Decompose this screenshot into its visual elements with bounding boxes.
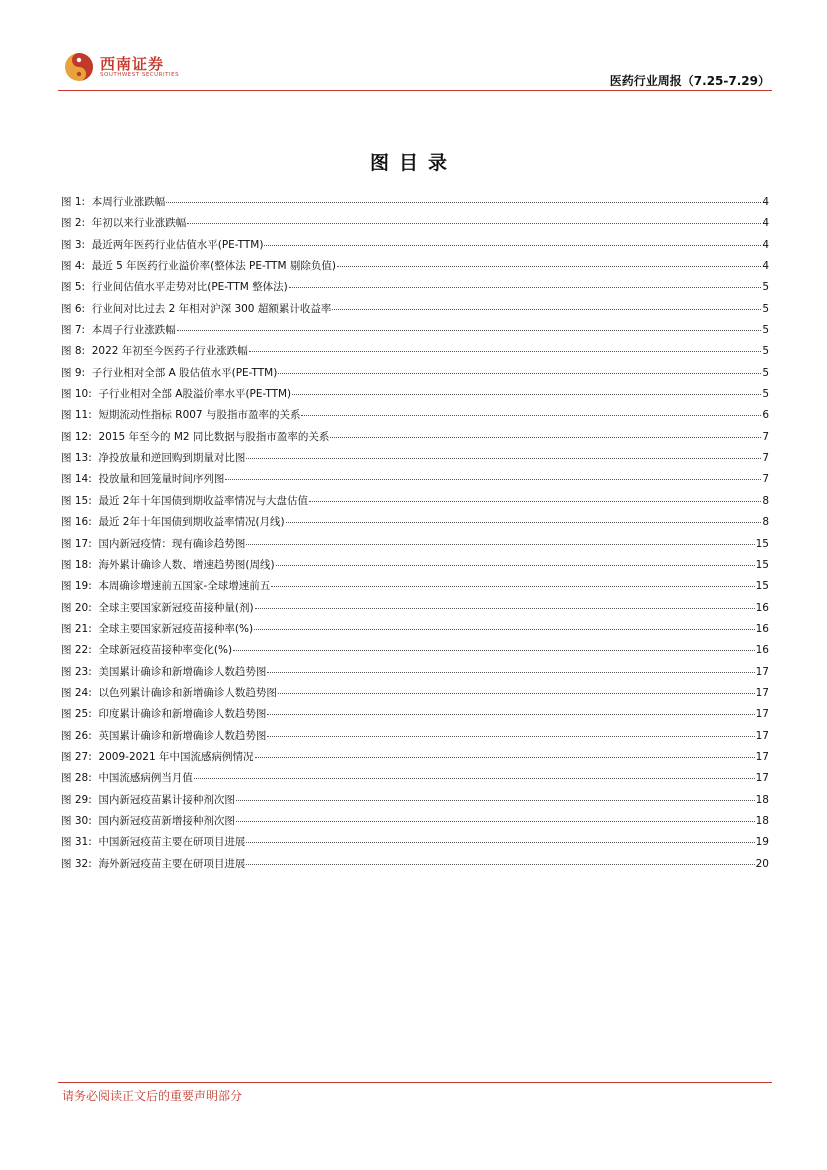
toc-dot-leader [286, 521, 762, 523]
toc-entry-title: 2009-2021 年中国流感病例情况 [98, 750, 254, 763]
toc-entry[interactable] [61, 213, 769, 234]
header-divider [58, 90, 772, 91]
toc-entry-page: 18 [755, 814, 769, 827]
toc-entry-label: 图 32: [61, 857, 92, 870]
toc-entry[interactable] [61, 768, 769, 789]
toc-dot-leader [246, 841, 754, 843]
toc-entry-label: 图 23: [61, 665, 92, 678]
toc-entry-page: 4 [762, 260, 769, 273]
toc-dot-leader [278, 692, 755, 694]
toc-entry-label: 图 1: [61, 196, 86, 208]
toc-entry-page: 5 [762, 324, 769, 337]
toc-dot-leader [332, 308, 761, 310]
toc-entry[interactable] [61, 576, 769, 597]
toc-entry-page: 8 [762, 494, 769, 507]
toc-entry-page: 15 [755, 558, 769, 571]
toc-entry[interactable] [61, 256, 769, 277]
toc-dot-leader [337, 265, 761, 267]
toc-entry-title: 最近两年医药行业估值水平(PE-TTM) [91, 238, 264, 251]
company-name-cn: 西南证券 [100, 55, 165, 73]
toc-entry-page: 6 [762, 409, 769, 422]
toc-dot-leader [236, 820, 755, 822]
toc-entry[interactable] [61, 683, 769, 704]
toc-dot-leader [246, 863, 754, 865]
toc-entry-label: 图 6: [61, 302, 86, 315]
toc-dot-leader [301, 414, 761, 416]
toc-entry-title: 中国流感病例当月值 [98, 772, 193, 785]
toc-entry-label: 图 20: [61, 601, 92, 614]
toc-entry[interactable] [61, 619, 769, 640]
toc-entry-page: 4 [762, 217, 769, 230]
toc-dot-leader [292, 393, 761, 395]
toc-entry-title: 年初以来行业涨跌幅 [91, 217, 187, 230]
toc-dot-leader [166, 201, 761, 203]
toc-entry-title: 全球主要国家新冠疫苗接种量(剂) [98, 601, 254, 614]
toc-dot-leader [309, 500, 761, 502]
toc-entry[interactable] [61, 341, 769, 362]
toc-entry-page: 5 [762, 388, 769, 401]
toc-dot-leader [177, 329, 762, 331]
toc-entry-title: 净投放量和逆回购到期量对比图 [98, 452, 246, 465]
toc-entry[interactable] [61, 384, 769, 405]
toc-entry-label: 图 29: [61, 793, 92, 806]
toc-entry-label: 图 21: [61, 622, 92, 635]
page-title: 图目录 [369, 152, 457, 174]
company-logo-icon [64, 52, 94, 82]
toc-entry[interactable] [61, 405, 769, 426]
toc-entry-page: 19 [755, 836, 769, 849]
toc-dot-leader [254, 628, 755, 630]
toc-entry-page: 17 [755, 750, 769, 763]
toc-entry[interactable] [61, 598, 769, 619]
page-header [58, 48, 772, 92]
toc-entry-page: 15 [755, 580, 769, 593]
toc-entry-label: 图 2: [61, 217, 86, 230]
toc-entry-page: 4 [762, 238, 769, 251]
toc-entry-title: 国内新冠疫情：现有确诊趋势图 [98, 537, 246, 550]
toc-entry[interactable] [61, 512, 769, 533]
toc-entry-page: 5 [762, 302, 769, 315]
toc-dot-leader [249, 350, 762, 352]
toc-entry-title: 最近 2年十年国债到期收益率情况与大盘估值 [98, 494, 308, 507]
toc-entry[interactable] [61, 747, 769, 768]
toc-entry[interactable] [61, 427, 769, 448]
toc-entry[interactable] [61, 363, 769, 384]
toc-entry-label: 图 27: [61, 750, 92, 763]
toc-entry-title: 最近 2年十年国债到期收益率情况(月线) [98, 516, 285, 529]
toc-entry[interactable] [61, 640, 769, 661]
toc-entry-page: 17 [755, 665, 769, 678]
toc-entry-page: 7 [762, 430, 769, 443]
toc-entry-title: 全球新冠疫苗接种率变化(%) [98, 644, 233, 657]
toc-entry[interactable] [61, 811, 769, 832]
toc-entry-title: 子行业相对全部 A股溢价率水平(PE-TTM) [98, 388, 292, 401]
toc-entry-page: 17 [755, 686, 769, 699]
company-name-en: SOUTHWEST SECURITIES [100, 72, 180, 78]
toc-entry-title: 本周行业涨跌幅 [91, 196, 166, 208]
toc-entry-page: 8 [762, 516, 769, 529]
toc-entry[interactable] [61, 448, 769, 469]
toc-entry-label: 图 19: [61, 580, 92, 593]
toc-entry-title: 行业间估值水平走势对比(PE-TTM 整体法) [91, 281, 288, 294]
toc-dot-leader [278, 372, 761, 374]
toc-entry[interactable] [61, 726, 769, 747]
toc-entry-title: 国内新冠疫苗新增接种剂次图 [98, 814, 235, 827]
toc-entry[interactable] [61, 662, 769, 683]
toc-dot-leader [187, 222, 761, 224]
toc-entry-page: 17 [755, 772, 769, 785]
toc-entry-label: 图 15: [61, 494, 92, 507]
toc-entry-label: 图 3: [61, 238, 86, 251]
toc-entry-title: 国内新冠疫苗累计接种剂次图 [98, 793, 235, 806]
toc-dot-leader [267, 671, 754, 673]
toc-entry[interactable] [61, 854, 769, 875]
toc-entry-title: 中国新冠疫苗主要在研项目进展 [98, 836, 246, 849]
toc-entry-page: 5 [762, 345, 769, 358]
toc-dot-leader [330, 436, 761, 438]
toc-dot-leader [289, 286, 762, 288]
toc-entry-label: 图 12: [61, 430, 92, 443]
toc-dot-leader [225, 478, 761, 480]
toc-entry[interactable] [61, 704, 769, 725]
toc-entry-page: 4 [762, 196, 769, 208]
toc-entry-page: 16 [755, 622, 769, 635]
toc-dot-leader [267, 735, 754, 737]
toc-entry[interactable] [61, 491, 769, 512]
toc-entry-page: 17 [755, 708, 769, 721]
toc-entry-page: 17 [755, 729, 769, 742]
toc-entry-page: 16 [755, 644, 769, 657]
toc-dot-leader [264, 244, 761, 246]
toc-entry-label: 图 4: [61, 260, 86, 273]
toc-dot-leader [255, 607, 755, 609]
footer-disclaimer: 请务必阅读正文后的重要声明部分 [62, 1089, 243, 1103]
toc-entry[interactable] [61, 832, 769, 853]
footer-divider [58, 1082, 772, 1083]
toc-dot-leader [267, 713, 754, 715]
toc-entry-page: 5 [762, 366, 769, 379]
toc-entry[interactable] [61, 320, 769, 341]
toc-entry-label: 图 14: [61, 473, 92, 486]
toc-entry-label: 图 18: [61, 558, 92, 571]
toc-entry-page: 20 [755, 857, 769, 870]
toc-entry-title: 2022 年初至今医药子行业涨跌幅 [91, 345, 248, 358]
toc-entry-label: 图 11: [61, 409, 92, 422]
toc-entry[interactable] [61, 277, 769, 298]
report-title: 医药行业周报（7.25-7.29） [609, 74, 770, 88]
toc-dot-leader [236, 799, 755, 801]
toc-entry[interactable] [61, 192, 769, 213]
toc-dot-leader [194, 777, 755, 779]
toc-entry-label: 图 26: [61, 729, 92, 742]
toc-entry-title: 海外累计确诊人数、增速趋势图(周线) [98, 558, 275, 571]
toc-entry-page: 7 [762, 473, 769, 486]
toc-entry-label: 图 9: [61, 366, 86, 379]
toc-dot-leader [233, 649, 755, 651]
toc-entry[interactable] [61, 555, 769, 576]
toc-entry[interactable] [61, 235, 769, 256]
toc-entry[interactable] [61, 790, 769, 811]
toc-entry-title: 以色列累计确诊和新增确诊人数趋势图 [98, 686, 277, 699]
toc-dot-leader [271, 585, 754, 587]
toc-entry-title: 投放量和回笼量时间序列图 [98, 473, 225, 486]
toc-entry-title: 子行业相对全部 A 股估值水平(PE-TTM) [91, 366, 278, 379]
toc-entry-title: 海外新冠疫苗主要在研项目进展 [98, 857, 246, 870]
toc-entry-page: 5 [762, 281, 769, 294]
toc-entry[interactable] [61, 469, 769, 490]
toc-entry[interactable] [61, 299, 769, 320]
toc-entry-page: 18 [755, 793, 769, 806]
toc-entry-title: 最近 5 年医药行业溢价率(整体法 PE-TTM 剔除负值) [91, 260, 336, 273]
toc-dot-leader [246, 543, 754, 545]
toc-entry-title: 印度累计确诊和新增确诊人数趋势图 [98, 708, 267, 721]
toc-entry-label: 图 25: [61, 708, 92, 721]
toc-entry-label: 图 5: [61, 281, 86, 294]
toc-entry-title: 短期流动性指标 R007 与股指市盈率的关系 [98, 409, 301, 422]
toc-entry-page: 7 [762, 452, 769, 465]
toc-entry-title: 美国累计确诊和新增确诊人数趋势图 [98, 665, 267, 678]
toc-dot-leader [246, 457, 761, 459]
toc-entry-title: 本周子行业涨跌幅 [91, 324, 176, 337]
toc-entry-title: 本周确诊增速前五国家-全球增速前五 [98, 580, 271, 593]
toc-entry-label: 图 31: [61, 836, 92, 849]
toc-dot-leader [276, 564, 755, 566]
toc-entry-page: 15 [755, 537, 769, 550]
toc-entry-page: 16 [755, 601, 769, 614]
table-of-figures [61, 192, 769, 875]
toc-entry-title: 全球主要国家新冠疫苗接种率(%) [98, 622, 254, 635]
toc-entry-label: 图 30: [61, 814, 92, 827]
toc-entry-label: 图 16: [61, 516, 92, 529]
toc-entry-title: 行业间对比过去 2 年相对沪深 300 超额累计收益率 [91, 302, 332, 315]
toc-entry-label: 图 10: [61, 388, 92, 401]
toc-dot-leader [255, 756, 755, 758]
toc-entry[interactable] [61, 534, 769, 555]
toc-entry-label: 图 24: [61, 686, 92, 699]
toc-entry-title: 2015 年至今的 M2 同比数据与股指市盈率的关系 [98, 430, 330, 443]
toc-entry-label: 图 17: [61, 537, 92, 550]
company-logo [58, 48, 178, 84]
toc-entry-title: 英国累计确诊和新增确诊人数趋势图 [98, 729, 267, 742]
toc-entry-label: 图 13: [61, 452, 92, 465]
toc-entry-label: 图 8: [61, 345, 86, 358]
toc-entry-label: 图 22: [61, 644, 92, 657]
toc-entry-label: 图 28: [61, 772, 92, 785]
toc-entry-label: 图 7: [61, 324, 86, 337]
